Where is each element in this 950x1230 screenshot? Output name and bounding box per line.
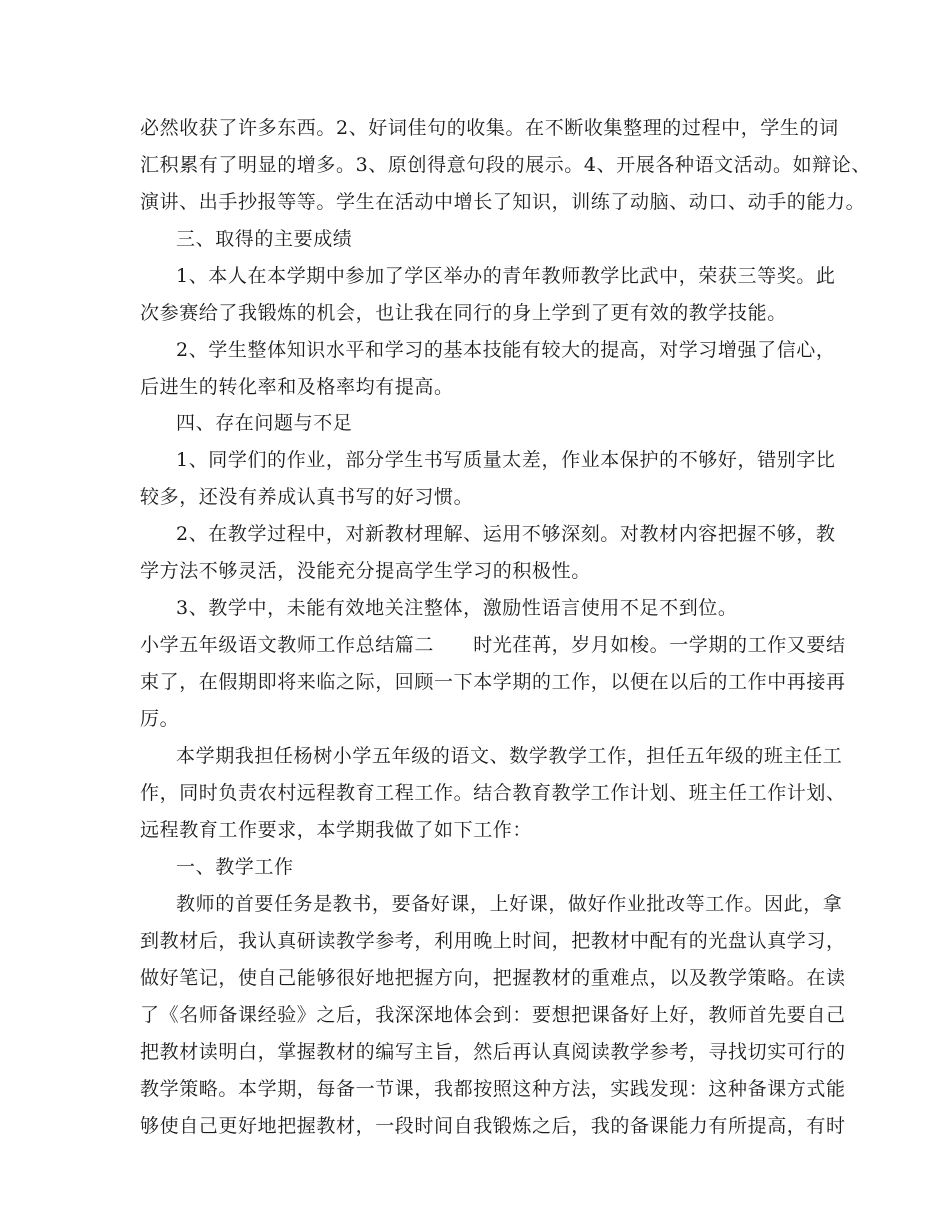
text-line: 1、本人在本学期中参加了学区举办的青年教师教学比武中，荣获三等奖。此 [176, 265, 836, 287]
text-line: 汇积累有了明显的增多。3、原创得意句段的展示。4、开展各种语文活动。如辩论、 [140, 154, 871, 176]
text-line: 必然收获了许多东西。2、好词佳句的收集。在不断收集整理的过程中，学生的词 [140, 117, 839, 139]
text-line: 教学策略。本学期，每备一节课，我都按照这种方法，实践发现：这种备课方式能 [140, 1078, 846, 1100]
section-heading: 三、取得的主要成绩 [176, 228, 353, 250]
text-line: 够使自己更好地把握教材，一段时间自我锻炼之后，我的备课能力有所提高，有时 [140, 1115, 846, 1137]
text-line: 做好笔记，使自己能够很好地把握方向，把握教材的重难点，以及教学策略。在读 [140, 967, 846, 989]
section-title-line: 小学五年级语文教师工作总结篇二 时光荏苒，岁月如梭。一学期的工作又要结 [140, 634, 846, 656]
text-line: 本学期我担任杨树小学五年级的语文、数学教学工作，担任五年级的班主任工 [176, 745, 843, 767]
text-line: 束了，在假期即将来临之际，回顾一下本学期的工作，以便在以后的工作中再接再 [140, 671, 846, 693]
text-line: 学方法不够灵活，没能充分提高学生学习的积极性。 [140, 560, 591, 582]
text-line: 3、教学中，未能有效地关注整体，激励性语言使用不足不到位。 [176, 597, 738, 619]
text-line: 1、同学们的作业，部分学生书写质量太差，作业本保护的不够好，错别字比 [176, 449, 836, 471]
text-line: 较多，还没有养成认真书写的好习惯。 [140, 486, 474, 508]
text-line: 厉。 [140, 708, 180, 730]
text-line: 了《名师备课经验》之后，我深深地体会到：要想把课备好上好，教师首先要自己 [140, 1004, 846, 1026]
text-line: 远程教育工作要求，本学期我做了如下工作： [140, 819, 533, 841]
text-line: 2、在教学过程中，对新教材理解、运用不够深刻。对教材内容把握不够，教 [176, 523, 836, 545]
text-line: 把教材读明白，掌握教材的编写主旨，然后再认真阅读教学参考，寻找切实可行的 [140, 1041, 846, 1063]
text-line: 演讲、出手抄报等等。学生在活动中增长了知识，训练了动脑、动口、动手的能力。 [140, 191, 866, 213]
text-line: 教师的首要任务是教书，要备好课，上好课，做好作业批改等工作。因此，拿 [176, 893, 843, 915]
text-line: 作，同时负责农村远程教育工程工作。结合教育教学工作计划、班主任工作计划、 [140, 782, 846, 804]
text-line: 次参赛给了我锻炼的机会，也让我在同行的身上学到了更有效的教学技能。 [140, 302, 787, 324]
text-line: 到教材后，我认真研读教学参考，利用晚上时间，把教材中配有的光盘认真学习， [140, 930, 846, 952]
section-heading: 一、教学工作 [176, 856, 294, 878]
text-line: 2、学生整体知识水平和学习的基本技能有较大的提高，对学习增强了信心， [176, 339, 836, 361]
section-heading: 四、存在问题与不足 [176, 412, 353, 434]
text-line: 后进生的转化率和及格率均有提高。 [140, 376, 454, 398]
